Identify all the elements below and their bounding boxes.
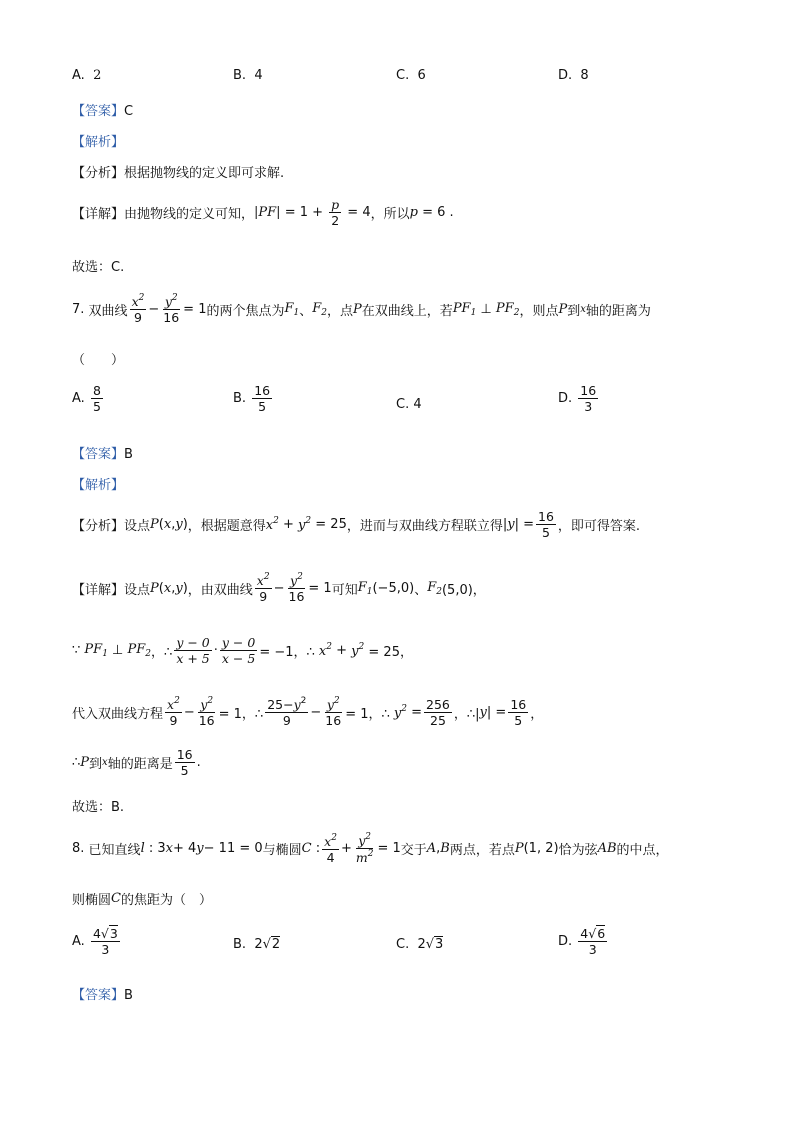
q6-analysis-tag: 【解析】 [72,135,125,150]
q6-option-c: C. 6 [396,68,426,83]
q6-choice: 故选：C. [72,260,125,275]
answer-tag: 【答案】 [72,104,125,119]
q8-option-a: A. $\frac{4√3}{3}$ [72,926,118,958]
answer-tag: 【答案】 [72,988,125,1003]
q7-detail-line2: ∵ $PF_1$ ⊥ $PF_2$ ，∴ $\frac{y - 0}{x + 5}$ · $\frac{y - 0}{x - 5}$ = −1，∴ $x^2$ + $y^2$ = 25， [72,635,413,667]
q8-stem: 8. 已知直线 l : 3 x + 4 y − 11 = 0 与椭圆 C : $\frac{x^2}{4}$ + $\frac{y^2}{m^2}$ = 1 交于 A , B 两点，若点 P (1, 2) 恰为弦 AB 的中点， [72,832,669,866]
q8-option-c: C. 2√3 [396,937,444,952]
q6-option-b: B. 4 [233,68,263,83]
q7-blank: （ ） [72,353,125,368]
q6-formula: |PF| = 1 + $\frac{p}{2}$ = 4 [254,197,371,229]
q7-detail-line1: 【详解】 设点 P ( x , y ) ，由双曲线 $\frac{x^2}{9}$ − $\frac{y^2}{16}$ = 1 可知 $F_1$ (−5,0) 、 $F_2$ (5,0)， [72,572,486,605]
q7-choice: 故选：B. [72,800,125,815]
q6-option-a: A. 2 [72,68,102,83]
q7-detail-line4: ∴ P 到 x 轴的距离是 $\frac{16}{5}$ . [72,747,201,779]
q7-stem: 7. 双曲线 $\frac{x^2}{9}$ − $\frac{y^2}{16}$ = 1 的两个焦点为 $F_1$ 、 $F_2$ ，点 P 在双曲线上，若 $PF_1$ ⊥ $PF_2$ ，则点 P 到 x 轴的距离为 [72,293,651,326]
q7-option-b: B. $\frac{16}{5}$ [233,383,271,415]
q8-option-b: B. 2√2 [233,937,281,952]
q7-option-c: C. 4 [396,397,422,412]
q7-detail-line3: 代入双曲线方程 $\frac{x^2}{9}$ − $\frac{y^2}{16}$ = 1，∴ $\frac{25-y^2}{9}$ − $\frac{y^2}{16}$ = 1，∴ $y^2$ = $\frac{256}{25}$ ，∴| y | = $\frac{16}{5}$ ， [72,696,544,729]
q7-fenxi: 【分析】 设点 P ( x , y ) ，根据题意得 $x^2$ + $y^2$ = 25 ，进而与双曲线方程联立得 | y | = $\frac{16}{5}$ ，即可得答案. [72,509,641,541]
q7-option-a: A. $\frac{8}{5}$ [72,383,101,415]
q8-stem-line2: 则椭圆 C 的焦距为（ ） [72,891,212,908]
q6-fenxi: 【分析】根据抛物线的定义即可求解. [72,166,285,181]
q8-option-d: D. $\frac{4√6}{3}$ [558,926,606,958]
q8-answer: 【答案】B [72,988,133,1003]
q7-analysis-tag: 【解析】 [72,478,125,493]
q7-option-d: D. $\frac{16}{3}$ [558,383,597,415]
q6-answer: 【答案】C [72,104,134,119]
q7-answer: 【答案】B [72,447,133,462]
answer-tag: 【答案】 [72,447,125,462]
q6-option-d: D. 8 [558,68,589,83]
q6-detail: 【详解】 由抛物线的定义可知， |PF| = 1 + $\frac{p}{2}$ = 4 ，所以 p = 6 . [72,197,454,229]
